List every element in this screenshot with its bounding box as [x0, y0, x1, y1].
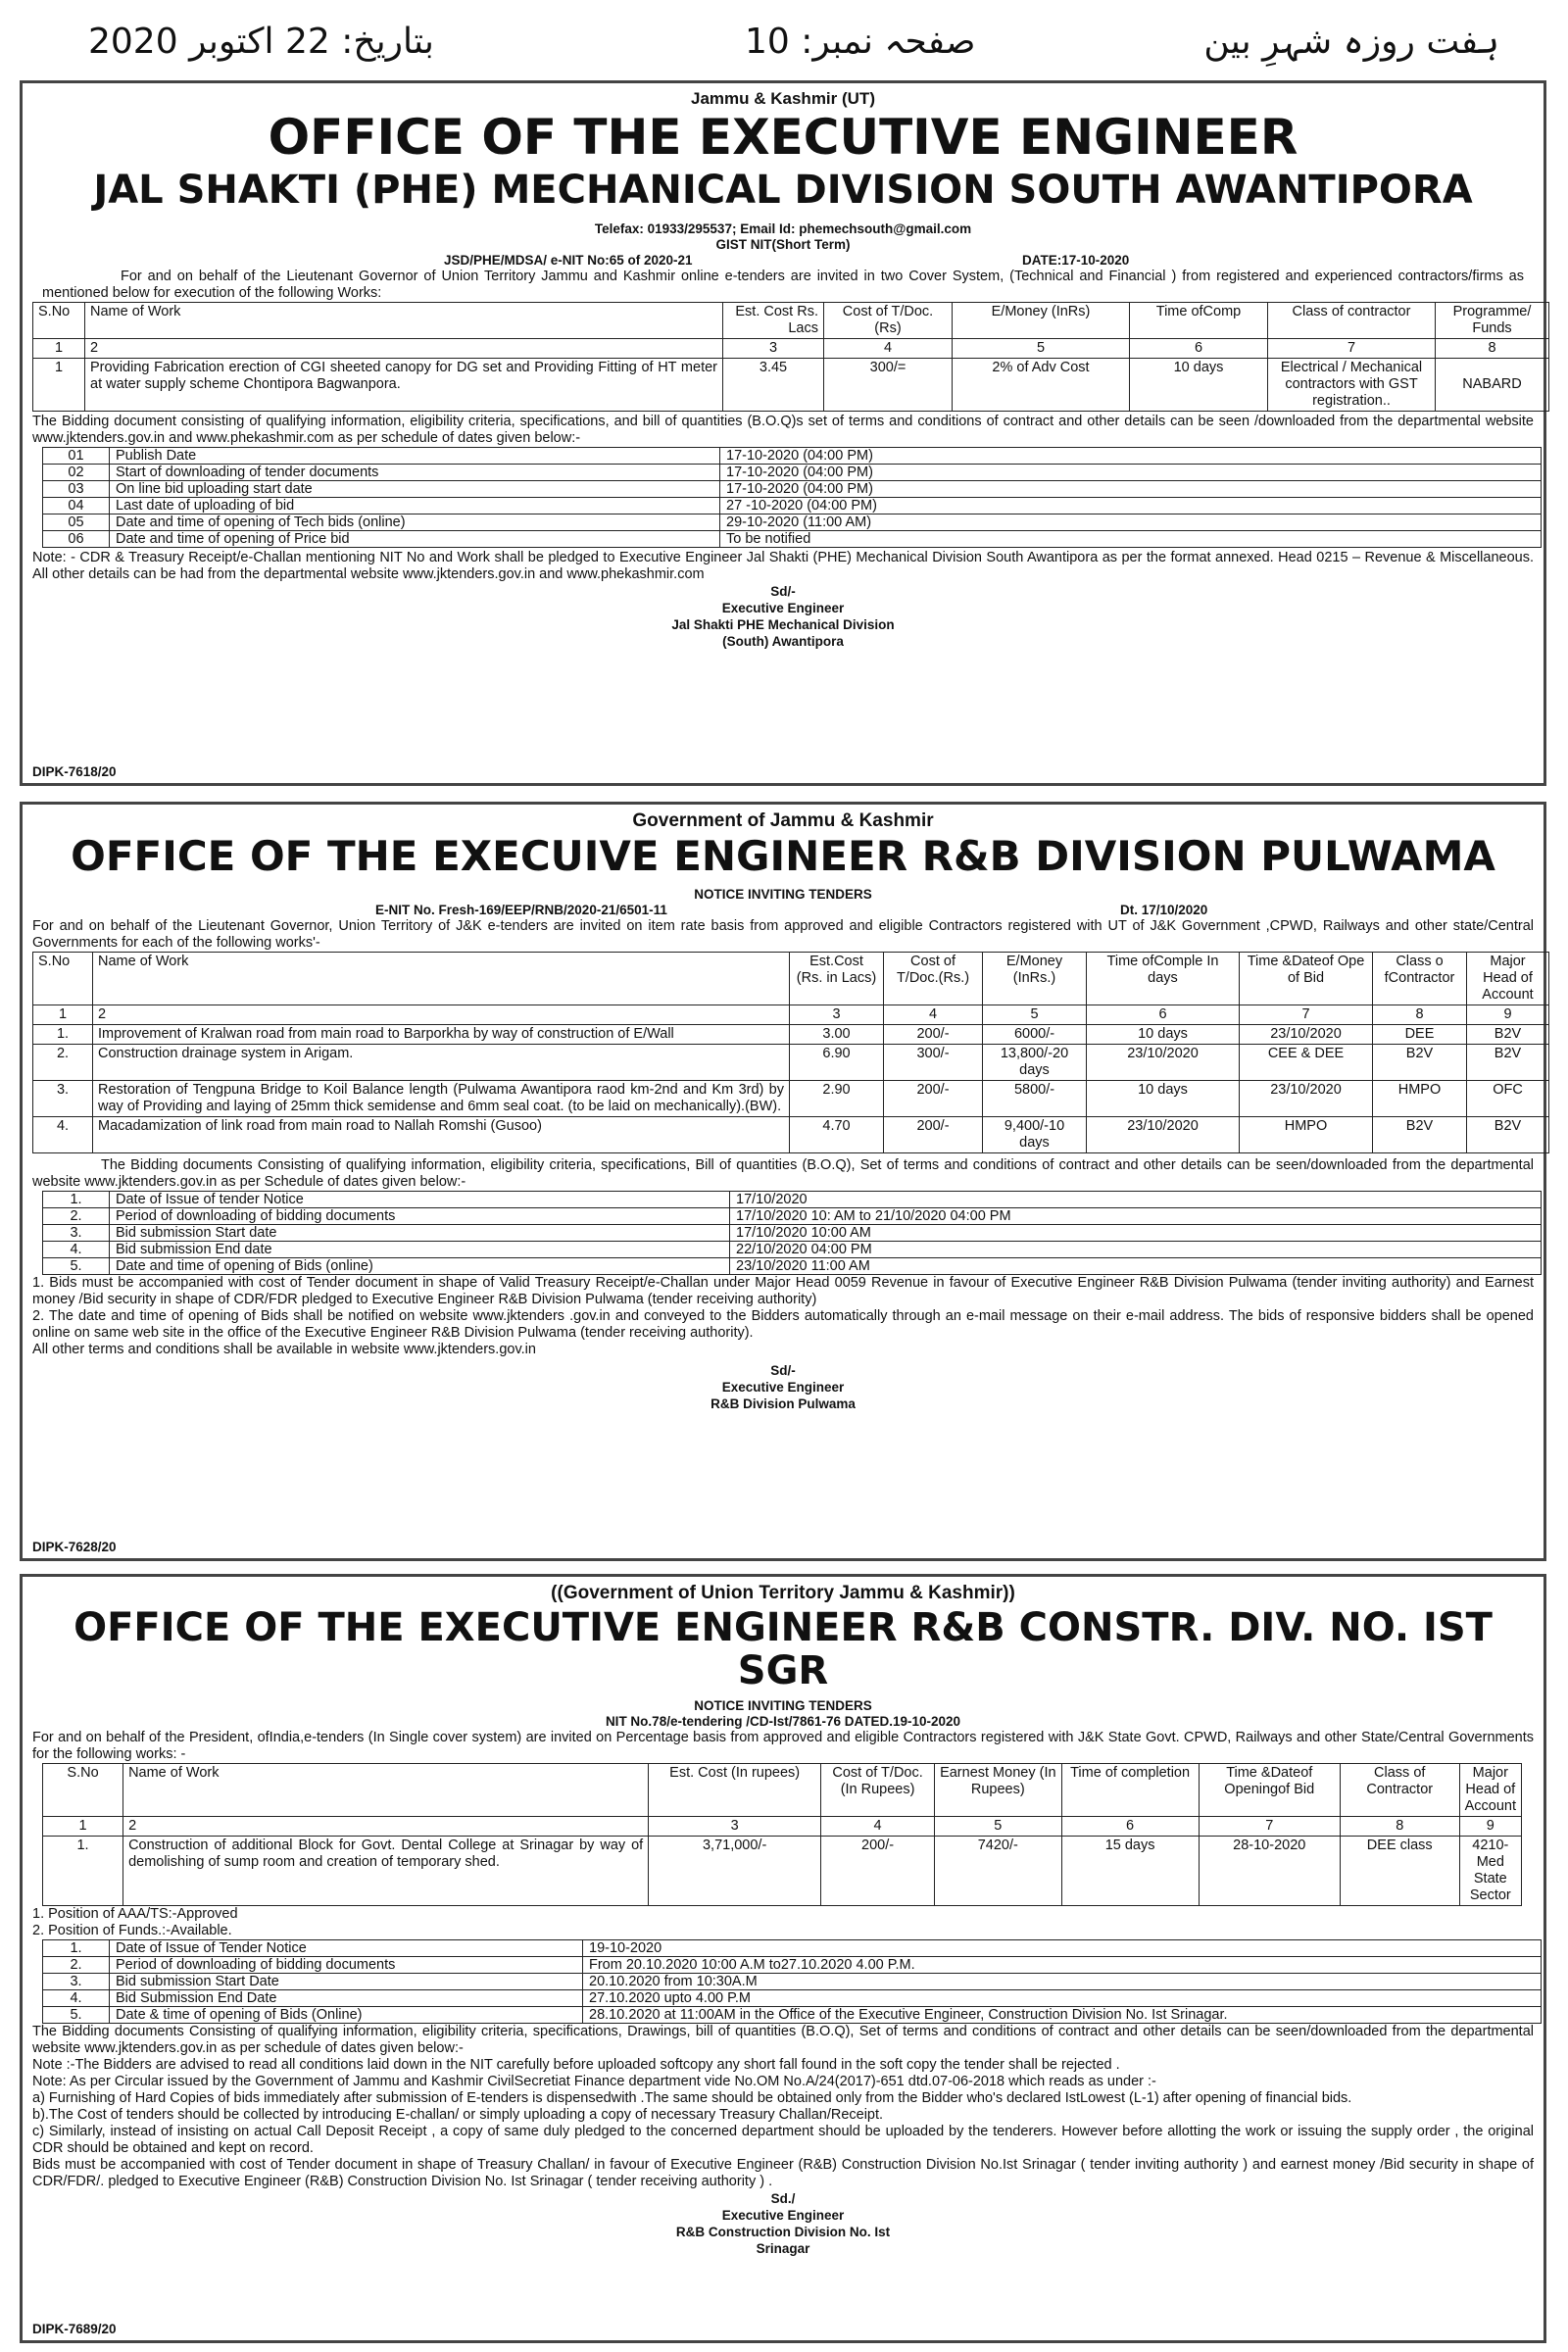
schedule-cell: Last date of uploading of bid	[110, 498, 720, 514]
schedule-cell: 2.	[43, 1208, 110, 1225]
notice-date: Dt. 17/10/2020	[1120, 903, 1208, 918]
signature-line: Executive Engineer	[721, 1380, 845, 1396]
table-header: Est. Cost (In rupees)	[649, 1764, 821, 1817]
schedule-cell: Date and time of opening of Tech bids (online)	[110, 514, 720, 531]
table-cell: DEE class	[1340, 1837, 1459, 1906]
table-cell: 2	[123, 1817, 649, 1837]
table-header: Est.Cost (Rs. in Lacs)	[790, 953, 884, 1005]
notice-ref: NIT No.78/e-tendering /CD-Ist/7861-76 DATED.19-10-2020	[605, 1714, 961, 1729]
notice-nit: NOTICE INVITING TENDERS	[694, 1698, 872, 1713]
table-row	[33, 1045, 1549, 1081]
schedule-table	[42, 1939, 1542, 2024]
schedule-cell: 1.	[43, 1940, 110, 1957]
schedule-row	[43, 1990, 1542, 2007]
table-header: S.No	[33, 953, 93, 1005]
table-header: S.No	[33, 303, 85, 339]
note-line: 1. Position of AAA/TS:-Approved	[32, 1906, 238, 1922]
table-cell: 2.	[33, 1045, 93, 1081]
schedule-cell: 27 -10-2020 (04:00 PM)	[720, 498, 1542, 514]
table-row	[33, 339, 1549, 359]
notes	[32, 1275, 1534, 1358]
table-cell: CEE & DEE	[1240, 1045, 1373, 1081]
table-cell: 2.90	[790, 1081, 884, 1117]
signature-block	[42, 2190, 1524, 2257]
schedule-row	[43, 498, 1542, 514]
notice-ref: E-NIT No. Fresh-169/EEP/RNB/2020-21/6501-11	[375, 903, 667, 918]
bidding-paragraph: The Bidding document consisting of qualifying information, eligibility criteria, specifications, and bill of quantities (B.O.Q)s set of terms and conditions of contract and other details can be seen /downloaded from the departmental website www.jktenders.gov.in and www.phekashmir.com as per schedule of dates given below:-	[32, 414, 1534, 446]
table-cell: 5	[953, 339, 1130, 359]
table-cell: 5	[935, 1817, 1062, 1837]
notice-gist: GIST NIT(Short Term)	[715, 237, 851, 252]
table-cell: Electrical / Mechanical contractors with GST registration..	[1268, 359, 1436, 412]
table-cell: 8	[1340, 1817, 1459, 1837]
table-cell: NABARD	[1436, 359, 1549, 412]
schedule-cell: 1.	[43, 1192, 110, 1208]
notice-ref: JSD/PHE/MDSA/ e-NIT No:65 of 2020-21	[444, 253, 693, 268]
schedule-cell: 19-10-2020	[583, 1940, 1542, 1957]
table-cell: 3	[790, 1005, 884, 1025]
table-cell: Improvement of Kralwan road from main road to Barporkha by way of construction of E/Wall	[93, 1025, 790, 1045]
table-cell: 8	[1373, 1005, 1467, 1025]
table-cell: 23/10/2020	[1087, 1117, 1240, 1153]
note-line: 1. Bids must be accompanied with cost of Tender document in shape of Valid Treasury Receipt/e-Challan under Major Head 0059 Revenue in favour of Executive Engineer R&B Division Pulwama (tender inviting authority) and Earnest money /Bid security in shape of CDR/FDR pledged to Executive Engineer R&B Division Pulwama (tender receiving authority)	[32, 1275, 1534, 1308]
table-row	[33, 1005, 1549, 1025]
schedule-row	[43, 1258, 1542, 1275]
table-cell: Restoration of Tengpuna Bridge to Koil Balance length (Pulwama Awantipora raod km-2nd and Km 3rd) by way of Providing and laying of 25mm thick semidense and 6mm seal coat. (to be laid on mechanically).(BW).	[93, 1081, 790, 1117]
schedule-cell: Period of downloading of bidding documents	[110, 1208, 730, 1225]
signature-line: Sd/-	[770, 584, 796, 599]
notice-header: Jammu & Kashmir (UT)	[691, 89, 875, 108]
table-header: Name of Work	[85, 303, 723, 339]
notice-rb-pulwama	[20, 802, 1546, 1561]
notice-rb-construction	[20, 1574, 1546, 2343]
notice-intro: For and on behalf of the Lieutenant Governor, Union Territory of J&K e-tenders are invited on item rate basis from approved and eligible Contractors registered with UT of J&K Government ,CPWD, Railways and other state/Central Governments for each of the following works'-	[32, 918, 1534, 952]
table-cell: 4210- Med State Sector	[1459, 1837, 1521, 1906]
signature-line: Executive Engineer	[721, 2208, 845, 2223]
table-header: Cost of T/Doc. (In Rupees)	[821, 1764, 935, 1817]
table-cell: 1	[33, 1005, 93, 1025]
schedule-cell: 3.	[43, 1974, 110, 1990]
schedule-cell: 17-10-2020 (04:00 PM)	[720, 465, 1542, 481]
note-line: 2. Position of Funds.:-Available.	[32, 1923, 232, 1938]
table-header: Major Head of Account	[1467, 953, 1549, 1005]
table-header: Major Head of Account	[1459, 1764, 1521, 1817]
dipk-number: DIPK-7618/20	[32, 764, 117, 779]
table-header: Programme/ Funds	[1436, 303, 1549, 339]
table-cell: 5800/-	[983, 1081, 1087, 1117]
table-header-row	[33, 953, 1549, 1005]
table-header-row	[33, 303, 1549, 339]
table-cell: Macadamization of link road from main road to Nallah Romshi (Gusoo)	[93, 1117, 790, 1153]
table-cell: 2	[93, 1005, 790, 1025]
table-cell: 200/-	[821, 1837, 935, 1906]
table-cell: 5	[983, 1005, 1087, 1025]
note-line: a) Furnishing of Hard Copies of bids immediately after submission of E-tenders is dispensedwith .The same should be obtained only from the Bidder who's declared IstLowest (L-1) after opening of financial bids.	[32, 2090, 1352, 2106]
note-line: Bids must be accompanied with cost of Tender document in shape of Treasury Challan/ in favour of Executive Engineer (R&B) Construction Division No.Ist Srinagar ( tender inviting authority ) and earnest money /Bid security in shape of CDR/FDR/. pledged to Executive Engineer (R&B) Construction Division No. Ist Srinagar ( tender receiving authority ) .	[32, 2157, 1534, 2189]
schedule-table	[42, 447, 1542, 548]
table-cell: 9,400/-10 days	[983, 1117, 1087, 1153]
table-row	[33, 1025, 1549, 1045]
schedule-cell: 17-10-2020 (04:00 PM)	[720, 448, 1542, 465]
table-header: Time ofComple In days	[1087, 953, 1240, 1005]
table-cell: 8	[1436, 339, 1549, 359]
table-cell: HMPO	[1240, 1117, 1373, 1153]
schedule-cell: 17-10-2020 (04:00 PM)	[720, 481, 1542, 498]
table-header: Time ofComp	[1130, 303, 1268, 339]
note-line: All other terms and conditions shall be available in website www.jktenders.gov.in	[32, 1342, 536, 1358]
schedule-cell: 05	[43, 514, 110, 531]
signature-line: Srinagar	[756, 2241, 810, 2256]
notice-title: OFFICE OF THE EXECUTIVE ENGINEER	[268, 109, 1298, 166]
table-cell: B2V	[1467, 1045, 1549, 1081]
table-header: Class of contractor	[1268, 303, 1436, 339]
works-table	[32, 952, 1549, 1153]
table-cell: 200/-	[884, 1025, 983, 1045]
schedule-cell: Date and time of opening of Bids (online)	[110, 1258, 730, 1275]
table-cell: 13,800/-20 days	[983, 1045, 1087, 1081]
table-cell: B2V	[1373, 1117, 1467, 1153]
schedule-cell: Date & time of opening of Bids (Online)	[110, 2007, 583, 2024]
table-cell: 9	[1459, 1817, 1521, 1837]
schedule-row	[43, 481, 1542, 498]
table-cell: 1	[43, 1817, 123, 1837]
table-header: Class o fContractor	[1373, 953, 1467, 1005]
table-cell: 200/-	[884, 1117, 983, 1153]
schedule-cell: 17/10/2020	[730, 1192, 1542, 1208]
schedule-cell: 27.10.2020 upto 4.00 P.M	[583, 1990, 1542, 2007]
schedule-row	[43, 531, 1542, 548]
notice-ref-line	[42, 903, 1524, 918]
table-row	[43, 1837, 1522, 1906]
schedule-row	[43, 1940, 1542, 1957]
table-cell: 1	[33, 339, 85, 359]
schedule-row	[43, 448, 1542, 465]
dipk-number: DIPK-7628/20	[32, 1540, 117, 1554]
schedule-cell: 02	[43, 465, 110, 481]
table-header: Name of Work	[93, 953, 790, 1005]
schedule-cell: 5.	[43, 2007, 110, 2024]
table-header: E/Money (InRs)	[953, 303, 1130, 339]
table-cell: 6.90	[790, 1045, 884, 1081]
table-header: Name of Work	[123, 1764, 649, 1817]
table-row	[33, 359, 1549, 412]
schedule-cell: 03	[43, 481, 110, 498]
schedule-row	[43, 1192, 1542, 1208]
works-table	[32, 302, 1549, 412]
table-cell: B2V	[1373, 1045, 1467, 1081]
table-cell: Construction of additional Block for Govt. Dental College at Srinagar by way of demolishing of sump room and creation of temporary shed.	[123, 1837, 649, 1906]
table-cell: 1.	[33, 1025, 93, 1045]
notice-note: Note: - CDR & Treasury Receipt/e-Challan mentioning NIT No and Work shall be pledged to Executive Engineer Jal Shakti (PHE) Mechanical Division South Awantipora as per the format annexed. Head 0215 – Revenue & Miscellaneous. All other details can be had from the departmental website www.jktenders.gov.in and www.phekashmir.com	[32, 550, 1534, 582]
table-cell: 3.00	[790, 1025, 884, 1045]
schedule-cell: 01	[43, 448, 110, 465]
schedule-cell: Period of downloading of bidding documents	[110, 1957, 583, 1974]
notice-nit: NOTICE INVITING TENDERS	[694, 887, 872, 903]
table-cell: 200/-	[884, 1081, 983, 1117]
table-cell: 3.45	[723, 359, 824, 412]
notice-title: OFFICE OF THE EXECUIVE ENGINEER R&B DIVISION PULWAMA	[71, 832, 1495, 880]
signature-line: Jal Shakti PHE Mechanical Division	[671, 617, 895, 632]
table-cell: 4	[884, 1005, 983, 1025]
notes	[32, 2024, 1534, 2190]
table-cell: DEE	[1373, 1025, 1467, 1045]
note-line: Note :-The Bidders are advised to read all conditions laid down in the NIT carefully before uploaded softcopy any short fall found in the soft copy the tender shall be rejected .	[32, 2057, 1120, 2073]
table-cell: 300/=	[824, 359, 953, 412]
schedule-cell: To be notified	[720, 531, 1542, 548]
table-header: Time &Dateof Openingof Bid	[1199, 1764, 1340, 1817]
notice-contact: Telefax: 01933/295537; Email Id: phemechsouth@gmail.com	[594, 221, 972, 236]
schedule-cell: Date of Issue of Tender Notice	[110, 1940, 583, 1957]
table-header: S.No	[43, 1764, 123, 1817]
table-cell: OFC	[1467, 1081, 1549, 1117]
schedule-cell: 5.	[43, 1258, 110, 1275]
note-line: b).The Cost of tenders should be collected by introducing E-challan/ or simply uploading a copy of necessary Treasury Challan/Receipt.	[32, 2107, 884, 2123]
table-header: Time of completion	[1061, 1764, 1199, 1817]
table-cell: 10 days	[1087, 1025, 1240, 1045]
table-cell: 4	[821, 1817, 935, 1837]
table-cell: 6	[1061, 1817, 1199, 1837]
table-cell: 1	[33, 359, 85, 412]
signature-line: Sd./	[770, 2191, 796, 2206]
masthead-page-number: صفحہ نمبر: 10	[745, 22, 976, 62]
schedule-cell: 2.	[43, 1957, 110, 1974]
table-cell: 23/10/2020	[1240, 1025, 1373, 1045]
schedule-row	[43, 465, 1542, 481]
table-header: E/Money (InRs.)	[983, 953, 1087, 1005]
notice-header: Government of Jammu & Kashmir	[632, 810, 934, 831]
signature-block	[42, 1362, 1524, 1412]
table-row	[33, 1081, 1549, 1117]
schedule-row	[43, 1974, 1542, 1990]
table-cell: 7	[1199, 1817, 1340, 1837]
signature-line: (South) Awantipora	[722, 634, 844, 649]
table-cell: B2V	[1467, 1025, 1549, 1045]
table-cell: 1.	[43, 1837, 123, 1906]
table-cell: 10 days	[1130, 359, 1268, 412]
schedule-cell: 20.10.2020 from 10:30A.M	[583, 1974, 1542, 1990]
signature-line: Sd/-	[770, 1363, 796, 1379]
table-header-row	[43, 1764, 1522, 1817]
table-row	[43, 1817, 1522, 1837]
schedule-cell: Date and time of opening of Price bid	[110, 531, 720, 548]
table-cell: HMPO	[1373, 1081, 1467, 1117]
signature-line: R&B Division Pulwama	[710, 1396, 856, 1412]
schedule-row	[43, 1242, 1542, 1258]
table-cell: 3	[649, 1817, 821, 1837]
table-row	[33, 1117, 1549, 1153]
schedule-cell: 3.	[43, 1225, 110, 1242]
schedule-cell: Bid submission Start date	[110, 1225, 730, 1242]
table-cell: 4	[824, 339, 953, 359]
schedule-row	[43, 1208, 1542, 1225]
table-cell: Providing Fabrication erection of CGI sheeted canopy for DG set and Providing Fitting of HT meter at water supply scheme Chontipora Bagwanpora.	[85, 359, 723, 412]
table-cell: 2	[85, 339, 723, 359]
schedule-row	[43, 1957, 1542, 1974]
table-cell: 28-10-2020	[1199, 1837, 1340, 1906]
schedule-cell: On line bid uploading start date	[110, 481, 720, 498]
schedule-row	[43, 514, 1542, 531]
notice-jal-shakti	[20, 80, 1546, 786]
notice-date: DATE:17-10-2020	[1022, 253, 1130, 268]
schedule-cell: 04	[43, 498, 110, 514]
dipk-number: DIPK-7689/20	[32, 2322, 117, 2336]
schedule-cell: 23/10/2020 11:00 AM	[730, 1258, 1542, 1275]
table-cell: 6	[1130, 339, 1268, 359]
note-line: c) Similarly, instead of insisting on actual Call Deposit Receipt , a copy of same duly pledged to the concerned department should be uploaded by the tenderers. However before allotting the work or issuing the supply order , the original CDR should be obtained and kept on record.	[32, 2124, 1534, 2156]
schedule-cell: Date of Issue of tender Notice	[110, 1192, 730, 1208]
table-header: Cost of T/Doc.(Rs.)	[884, 953, 983, 1005]
notice-subtitle: JAL SHAKTI (PHE) MECHANICAL DIVISION SOUTH AWANTIPORA	[93, 168, 1473, 213]
masthead-paper-name: ہفت روزہ شہرِ بین	[1203, 22, 1499, 62]
table-cell: 3.	[33, 1081, 93, 1117]
schedule-row	[43, 2007, 1542, 2024]
table-cell: 7	[1268, 339, 1436, 359]
note-line: 2. The date and time of opening of Bids shall be notified on website www.jktenders .gov.in and conveyed to the Bidders automatically through an e-mail message on their e-mail address. The bids of responsive bidders shall be opened online on same web site in the office of the Executive Engineer R&B Division Pulwama (tender receiving authority).	[32, 1308, 1534, 1342]
table-cell: 10 days	[1087, 1081, 1240, 1117]
schedule-cell: Bid submission Start Date	[110, 1974, 583, 1990]
positions	[32, 1906, 1534, 1939]
table-cell: 3	[723, 339, 824, 359]
table-cell: 4.	[33, 1117, 93, 1153]
table-cell: 23/10/2020	[1240, 1081, 1373, 1117]
table-cell: 7	[1240, 1005, 1373, 1025]
table-header: Earnest Money (In Rupees)	[935, 1764, 1062, 1817]
works-table	[42, 1763, 1522, 1906]
notice-intro: For and on behalf of the Lieutenant Governor of Union Territory Jammu and Kashmir online e-tenders are invited in two Cover System, (Technical and Financial ) from registered and experienced contractors/firms as mentioned below for execution of the following Works:	[42, 269, 1524, 301]
note-line: Note: As per Circular issued by the Government of Jammu and Kashmir CivilSecretiat Finance department vide No.OM No.A/24(2017)-651 dtd.07-06-2018 which reads as under :-	[32, 2074, 1156, 2089]
schedule-cell: 17/10/2020 10: AM to 21/10/2020 04:00 PM	[730, 1208, 1542, 1225]
table-cell: 15 days	[1061, 1837, 1199, 1906]
table-cell: Construction drainage system in Arigam.	[93, 1045, 790, 1081]
schedule-cell: 4.	[43, 1242, 110, 1258]
signature-block	[42, 583, 1524, 650]
schedule-cell: Bid submission End date	[110, 1242, 730, 1258]
table-cell: 2% of Adv Cost	[953, 359, 1130, 412]
schedule-cell: 4.	[43, 1990, 110, 2007]
schedule-cell: 17/10/2020 10:00 AM	[730, 1225, 1542, 1242]
table-cell: 6	[1087, 1005, 1240, 1025]
schedule-table	[42, 1191, 1542, 1275]
schedule-cell: Start of downloading of tender documents	[110, 465, 720, 481]
schedule-cell: 28.10.2020 at 11:00AM in the Office of the Executive Engineer, Construction Division No. Ist Srinagar.	[583, 2007, 1542, 2024]
table-header: Class of Contractor	[1340, 1764, 1459, 1817]
table-cell: B2V	[1467, 1117, 1549, 1153]
schedule-row	[43, 1225, 1542, 1242]
schedule-cell: 29-10-2020 (11:00 AM)	[720, 514, 1542, 531]
schedule-cell: 22/10/2020 04:00 PM	[730, 1242, 1542, 1258]
notice-ref-line	[42, 253, 1524, 269]
table-header: Time &Dateof Ope of Bid	[1240, 953, 1373, 1005]
schedule-cell: Publish Date	[110, 448, 720, 465]
table-cell: 300/-	[884, 1045, 983, 1081]
table-cell: 6000/-	[983, 1025, 1087, 1045]
schedule-cell: Bid Submission End Date	[110, 1990, 583, 2007]
bidding-paragraph: The Bidding documents Consisting of qualifying information, eligibility criteria, specifications, Bill of quantities (B.O.Q), Set of terms and conditions of contract and other details can be seen/downloaded from the departmental website www.jktenders.gov.in as per Schedule of dates given below:-	[32, 1157, 1534, 1191]
signature-line: R&B Construction Division No. Ist	[675, 2225, 891, 2239]
table-cell: 7420/-	[935, 1837, 1062, 1906]
table-cell: 9	[1467, 1005, 1549, 1025]
table-header: Est. Cost Rs. Lacs	[723, 303, 824, 339]
note-line: The Bidding documents Consisting of qualifying information, eligibility criteria, specifications, Drawings, bill of quantities (B.O.Q), Set of terms and conditions of contract and other details can be seen/downloaded from the departmental website www.jktenders.gov.in as per schedule of dates given below:-	[32, 2024, 1534, 2056]
notice-title: OFFICE OF THE EXECUTIVE ENGINEER R&B CONSTR. DIV. NO. IST SGR	[74, 1605, 1493, 1693]
signature-line: Executive Engineer	[721, 601, 845, 615]
masthead-date: بتاریخ: 22 اکتوبر 2020	[88, 22, 434, 62]
notice-header: ((Government of Union Territory Jammu & Kashmir))	[551, 1583, 1015, 1603]
table-header: Cost of T/Doc. (Rs)	[824, 303, 953, 339]
table-cell: 3,71,000/-	[649, 1837, 821, 1906]
table-cell: 4.70	[790, 1117, 884, 1153]
masthead	[20, 8, 1548, 76]
schedule-cell: From 20.10.2020 10:00 A.M to27.10.2020 4.00 P.M.	[583, 1957, 1542, 1974]
notice-intro: For and on behalf of the President, ofIndia,e-tenders (In Single cover system) are invited on Percentage basis from approved and eligible Contractors registered with J&K State Govt. CPWD, Railways and other State/Central Governments for the following works: -	[32, 1730, 1534, 1762]
schedule-cell: 06	[43, 531, 110, 548]
table-cell: 23/10/2020	[1087, 1045, 1240, 1081]
